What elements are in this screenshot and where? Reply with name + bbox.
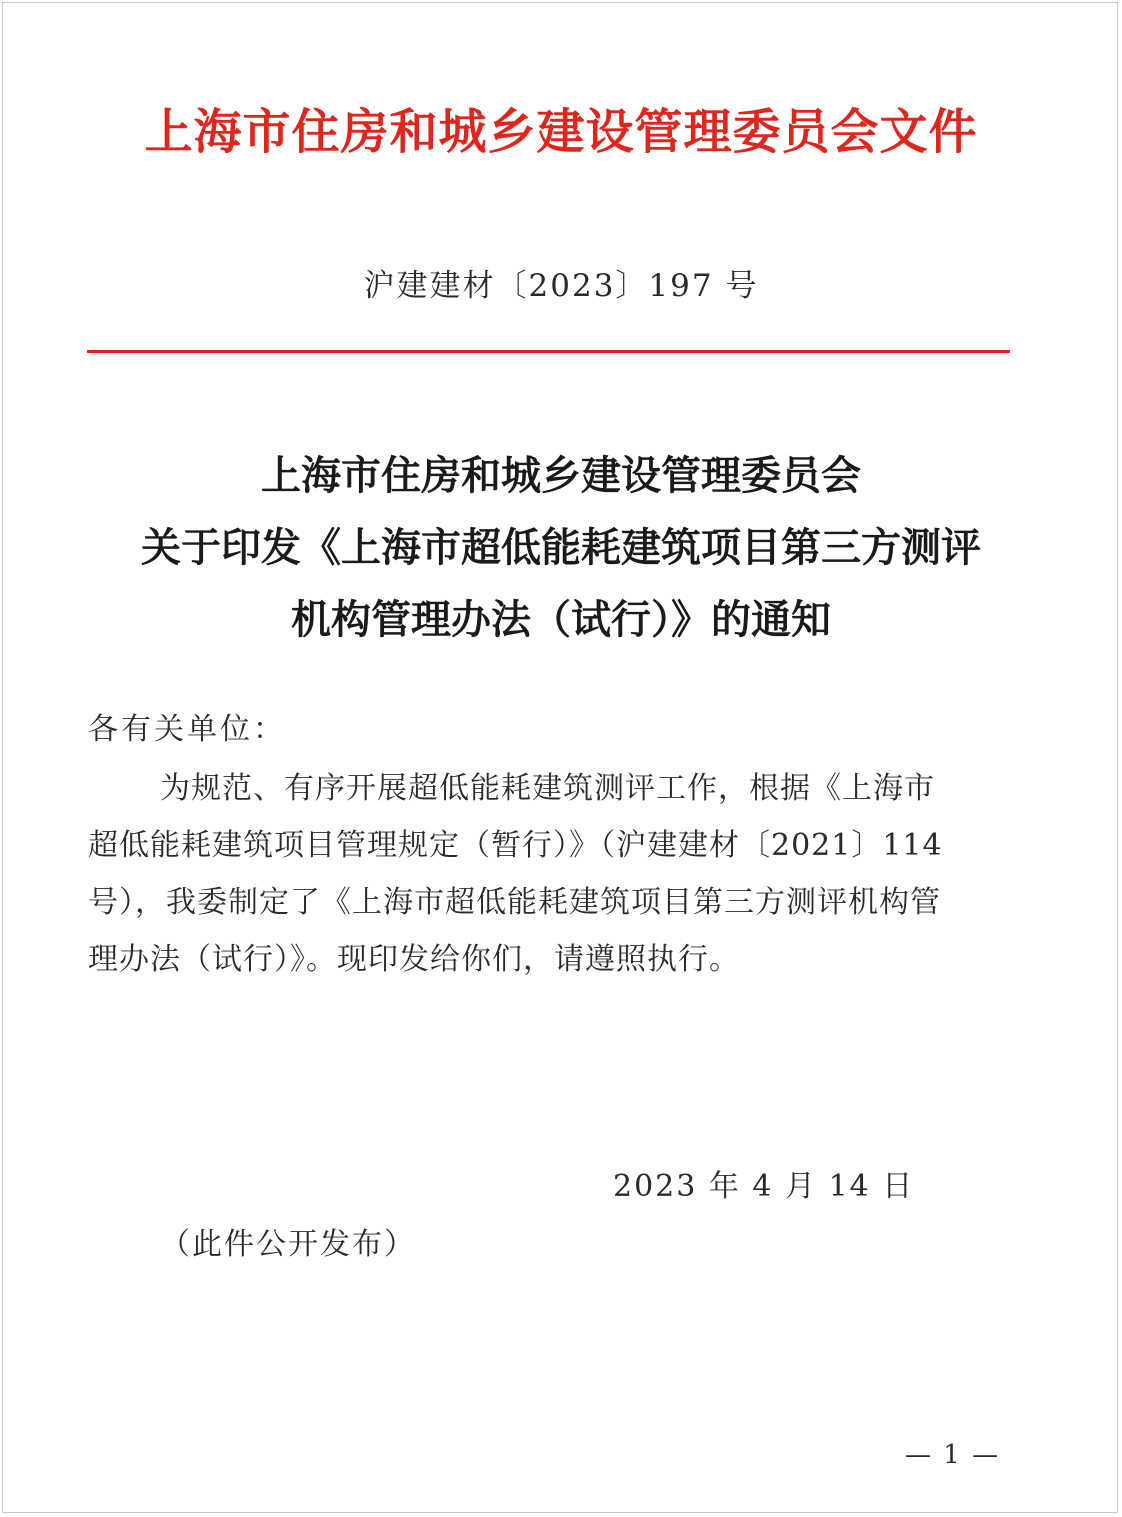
body-line-3: 号），我委制定了《上海市超低能耗建筑项目第三方测评机构管 [88,885,941,920]
page-number: — 1 — [905,1440,1001,1470]
page [2,2,1118,1513]
notice-title-line-2: 关于印发《上海市超低能耗建筑项目第三方测评 [141,524,981,571]
red-divider-line [87,350,1010,353]
body-line-1: 为规范、有序开展超低能耗建筑测评工作，根据《上海市 [160,771,935,806]
document-number: 沪建建材〔2023〕197 号 [363,268,759,304]
salutation: 各有关单位： [88,712,286,747]
body-paragraph [88,760,1038,988]
notice-title [0,440,1122,656]
notice-title-line-3: 机构管理办法（试行）》的通知 [291,596,831,643]
disclosure-note: （此件公开发布） [160,1227,416,1262]
body-line-4: 理办法（试行）》。现印发给你们，请遵照执行。 [88,942,740,977]
issue-date: 2023 年 4 月 14 日 [613,1169,915,1204]
issuer-header-title: 上海市住房和城乡建设管理委员会文件 [144,104,978,160]
notice-title-line-1: 上海市住房和城乡建设管理委员会 [261,452,861,499]
body-line-2: 超低能耗建筑项目管理规定（暂行）》（沪建建材〔2021〕114 [88,828,943,863]
